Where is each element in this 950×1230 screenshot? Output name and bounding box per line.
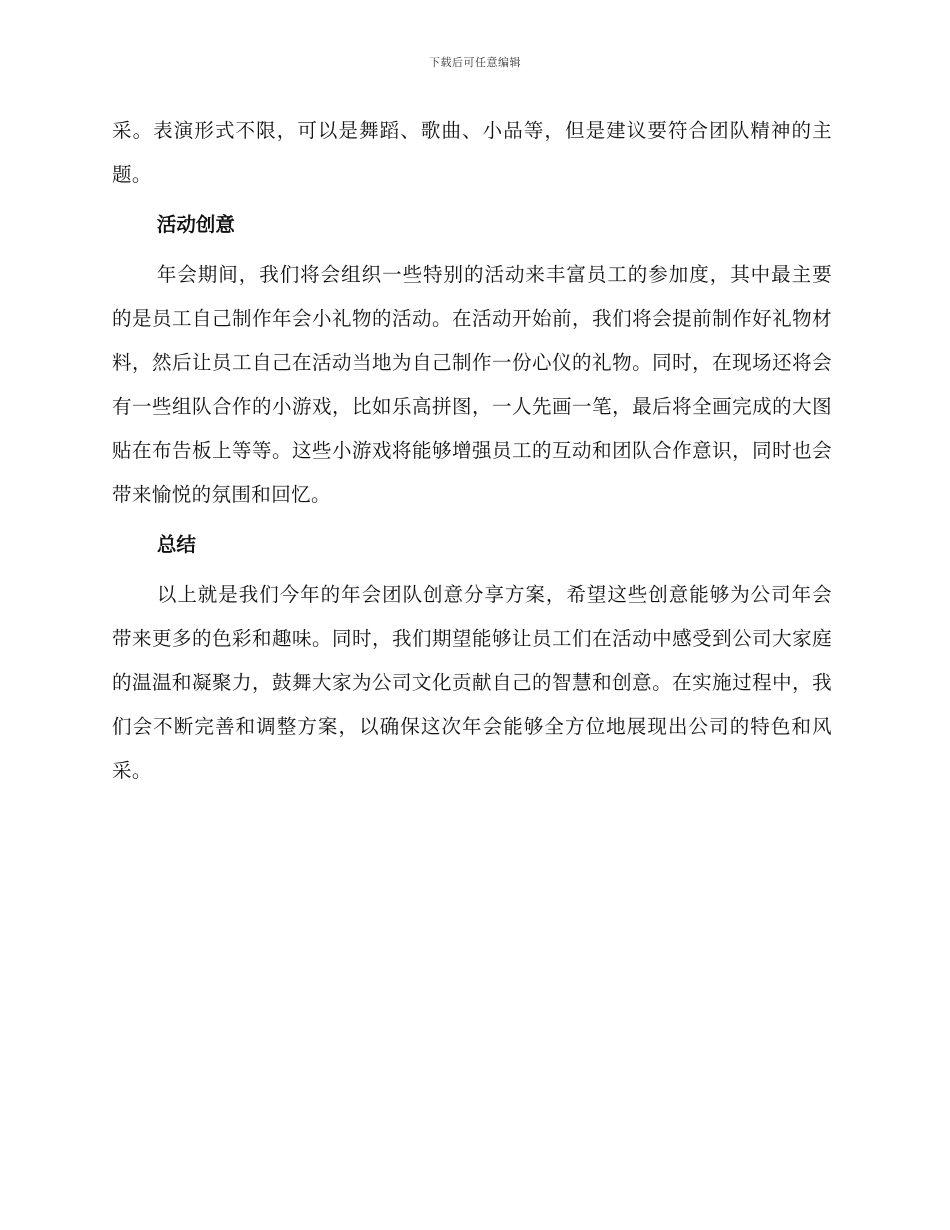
activity-heading: 活动创意 (156, 213, 235, 236)
summary-paragraph: 以上就是我们今年的年会团队创意分享方案，希望这些创意能够为公司年会带来更多的色彩和趣味。同时，我们期望能够让员工们在活动中感受到公司大家庭的温温和凝聚力，鼓舞大家为公司文化贡献自己的智慧和创意。在实施过程中，我们会不断完善和调整方案，以确保这次年会能够全方位地展现出公司的特色和风采。 (112, 583, 832, 782)
document-body (112, 109, 832, 793)
activity-paragraph: 年会期间，我们将会组织一些特别的活动来丰富员工的参加度，其中最主要的是员工自己制作年会小礼物的活动。在活动开始前，我们将会提前制作好礼物材料，然后让员工自己在活动当地为自己制作一份心仪的礼物。同时，在现场还将会有一些组队合作的小游戏，比如乐高拼图，一人先画一笔，最后将全画完成的大图贴在布告板上等等。这些小游戏将能够增强员工的互动和团队合作意识，同时也会带来愉悦的氛围和回忆。 (112, 263, 832, 506)
page-header: 下载后可任意编辑 (429, 56, 521, 69)
summary-heading: 总结 (156, 533, 196, 556)
intro-tail-paragraph: 采。表演形式不限，可以是舞蹈、歌曲、小品等，但是建议要符合团队精神的主题。 (112, 119, 832, 186)
